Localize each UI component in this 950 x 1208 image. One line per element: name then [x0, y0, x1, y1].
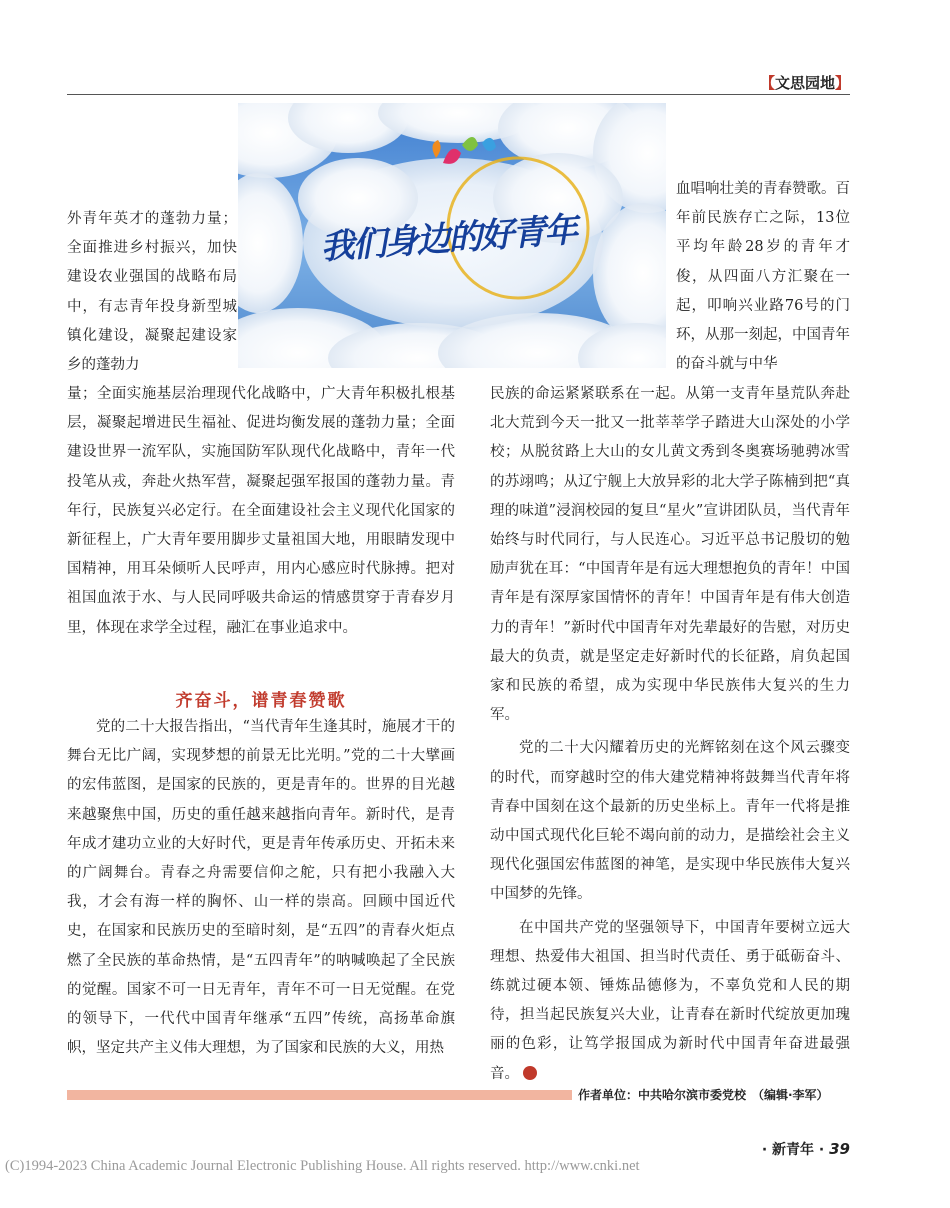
section-subheading: 齐奋斗，谱青春赞歌 — [175, 691, 347, 711]
left-column-lower — [67, 713, 455, 1063]
paragraph: 党的二十大报告指出，“当代青年生逢其时，施展才干的舞台无比广阔，实现梦想的前景无比光明。”党的二十大擘画的宏伟蓝图，是国家的民族的，更是青年的。世界的目光越来越聚焦中国，历史的重任越来越指向青年。新时代，是青年成才建功立业的大好时代，更是青年传承历史、开拓未来的广阔舞台。青春之舟需要信仰之舵，只有把小我融入大我，才会有海一样的胸怀、山一样的崇高。回顾中国近代史，在国家和民族历史的至暗时刻，是“五四”的青春火炬点燃了全民族的革命热情，是“五四青年”的呐喊唤起了全民族的觉醒。国家不可一日无青年，青年不可一日无觉醒。在党的领导下，一代代中国青年继承“五四”传统，高扬革命旗帜，坚定共产主义伟大理想，为了国家和民族的大义，用热 — [67, 719, 455, 1057]
right-column-body — [490, 380, 850, 1089]
paragraph: 血唱响壮美的青春赞歌。百年前民族存亡之际，13位平均年龄28岁的青年才俊，从四面八方汇聚在一起，叩响兴业路76号的门环，从那一刻起，中国青年的奋斗就与中华 — [676, 181, 850, 373]
footer-bar — [67, 1090, 572, 1100]
paragraph-text: 在中国共产党的坚强领导下，中国青年要树立远大理想、热爱伟大祖国、担当时代责任、勇于砥砺奋斗、练就过硬本领、锤炼品德修为，不辜负党和人民的期待，担当起民族复兴大业，让青春在新时代绽放更加瑰丽的色彩，让笃学报国成为新时代中国青年奋进最强音。 — [490, 919, 850, 1082]
right-column-top — [676, 175, 850, 379]
photo-caption-art: 我们身边的好青年 — [319, 210, 578, 268]
left-column-top — [67, 205, 237, 380]
header-rule — [67, 94, 850, 95]
author-line: 作者单位：中共哈尔滨市委党校 （编辑·李军） — [578, 1088, 829, 1102]
paragraph: 民族的命运紧紧联系在一起。从第一支青年垦荒队奔赴北大荒到今天一批又一批莘莘学子踏进大山深处的小学校；从脱贫路上大山的女儿黄文秀到冬奥赛场驰骋冰雪的苏翊鸣；从辽宁舰上大放异彩的北大学子陈楠到把“真理的味道”浸润校园的复旦“星火”宣讲团队员，当代青年始终与时代同行，与人民连心。习近平总书记殷切的勉励声犹在耳：“中国青年是有远大理想抱负的青年！中国青年是有深厚家国情怀的青年！中国青年是有伟大创造力的青年！”新时代中国青年对先辈最好的告慰，对历史最大的负责，就是坚定走好新时代的长征路，肩负起国家和民族的希望，成为实现中华民族伟大复兴的生力军。 — [490, 386, 850, 724]
feature-photo — [238, 103, 666, 368]
left-column-body — [67, 380, 455, 643]
copyright-notice: (C)1994-2023 China Academic Journal Electronic Publishing House. All rights reserved. http://www.cnki.net — [5, 1158, 640, 1174]
section-title: 文思园地 — [774, 74, 835, 92]
paragraph — [490, 914, 850, 1089]
paragraph: 外青年英才的蓬勃力量；全面推进乡村振兴，加快建设农业强国的战略布局中，有志青年投身新型城镇化建设，凝聚起建设家乡的蓬勃力 — [67, 211, 237, 374]
paragraph: 量；全面实施基层治理现代化战略中，广大青年积极扎根基层，凝聚起增进民生福祉、促进均衡发展的蓬勃力量；全面建设世界一流军队，实施国防军队现代化战略中，青年一代投笔从戎，奔赴火热军营，凝聚起强军报国的蓬勃力量。青年行，民族复兴必定行。在全面建设社会主义现代化国家的新征程上，广大青年要用脚步丈量祖国大地，用眼睛发现中国精神，用耳朵倾听人民呼声，用内心感应时代脉搏。把对祖国血浓于水、与人民同呼吸共命运的情感贯穿于青春岁月里，体现在求学全过程，融汇在事业追求中。 — [67, 386, 455, 636]
page-number: 39 — [829, 1140, 850, 1158]
page-footer — [762, 1139, 850, 1159]
section-tag: 【文思园地】 — [759, 74, 850, 92]
magazine-name: · 新青年 · — [761, 1142, 825, 1158]
paragraph: 党的二十大闪耀着历史的光辉铭刻在这个风云骤变的时代，而穿越时空的伟大建党精神将鼓舞当代青年将青春中国刻在这个最新的历史坐标上。青年一代将是推动中国式现代化巨轮不竭向前的动力，是描绘社会主义现代化强国宏伟蓝图的神笔，是实现中华民族伟大复兴中国梦的先锋。 — [490, 740, 850, 903]
end-mark-icon — [523, 1066, 537, 1080]
